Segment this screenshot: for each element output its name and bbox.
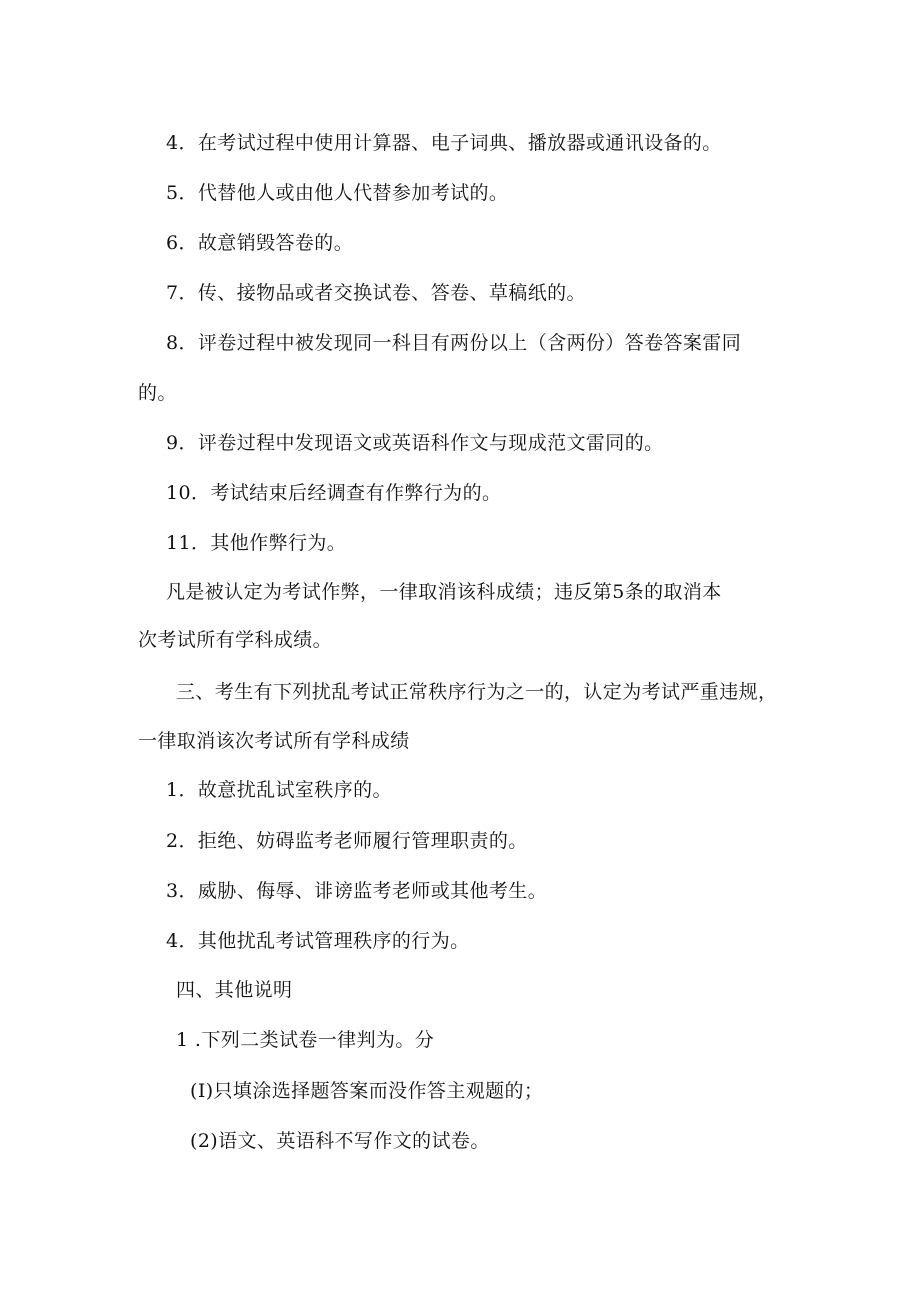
rule-item-6: 6．故意销毁答卷的。 xyxy=(166,232,354,254)
rule-item-9: 9．评卷过程中发现语文或英语科作文与现成范文雷同的。 xyxy=(166,432,664,454)
disorder-item-3: 3．威胁、侮辱、诽谤监考老师或其他考生。 xyxy=(166,880,548,902)
rule-item-8-continued: 的。 xyxy=(138,382,177,404)
section-four-heading: 四、其他说明 xyxy=(176,979,293,1001)
cheating-penalty-paragraph: 凡是被认定为考试作弊，一律取消该科成绩；违反第5条的取消本 xyxy=(166,581,722,603)
rule-item-7: 7．传、接物品或者交换试卷、答卷、草稿纸的。 xyxy=(166,282,586,304)
other-subitem-2: (2)语文、英语科不写作文的试卷。 xyxy=(190,1130,490,1152)
other-subitem-1: (I)只填涂选择题答案而没作答主观题的； xyxy=(190,1080,544,1102)
rule-item-10: 10．考试结束后经调查有作弊行为的。 xyxy=(166,482,502,504)
section-three-heading-continued: 一律取消该次考试所有学科成绩 xyxy=(138,730,410,752)
section-three-heading: 三、考生有下列扰乱考试正常秩序行为之一的，认定为考试严重违规， xyxy=(176,681,778,703)
disorder-item-4: 4．其他扰乱考试管理秩序的行为。 xyxy=(166,930,470,952)
disorder-item-2: 2．拒绝、妨碍监考老师履行管理职责的。 xyxy=(166,830,528,852)
cheating-penalty-paragraph-continued: 次考试所有学科成绩。 xyxy=(138,629,333,651)
disorder-item-1: 1．故意扰乱试室秩序的。 xyxy=(166,779,392,801)
rule-item-11: 11．其他作弊行为。 xyxy=(166,532,347,554)
rule-item-5: 5．代替他人或由他人代替参加考试的。 xyxy=(166,182,509,204)
rule-item-4: 4．在考试过程中使用计算器、电子词典、播放器或通讯设备的。 xyxy=(166,132,722,154)
other-item-1: 1 .下列二类试卷一律判为。分 xyxy=(176,1029,435,1051)
rule-item-8: 8．评卷过程中被发现同一科目有两份以上（含两份）答卷答案雷同 xyxy=(166,332,742,354)
